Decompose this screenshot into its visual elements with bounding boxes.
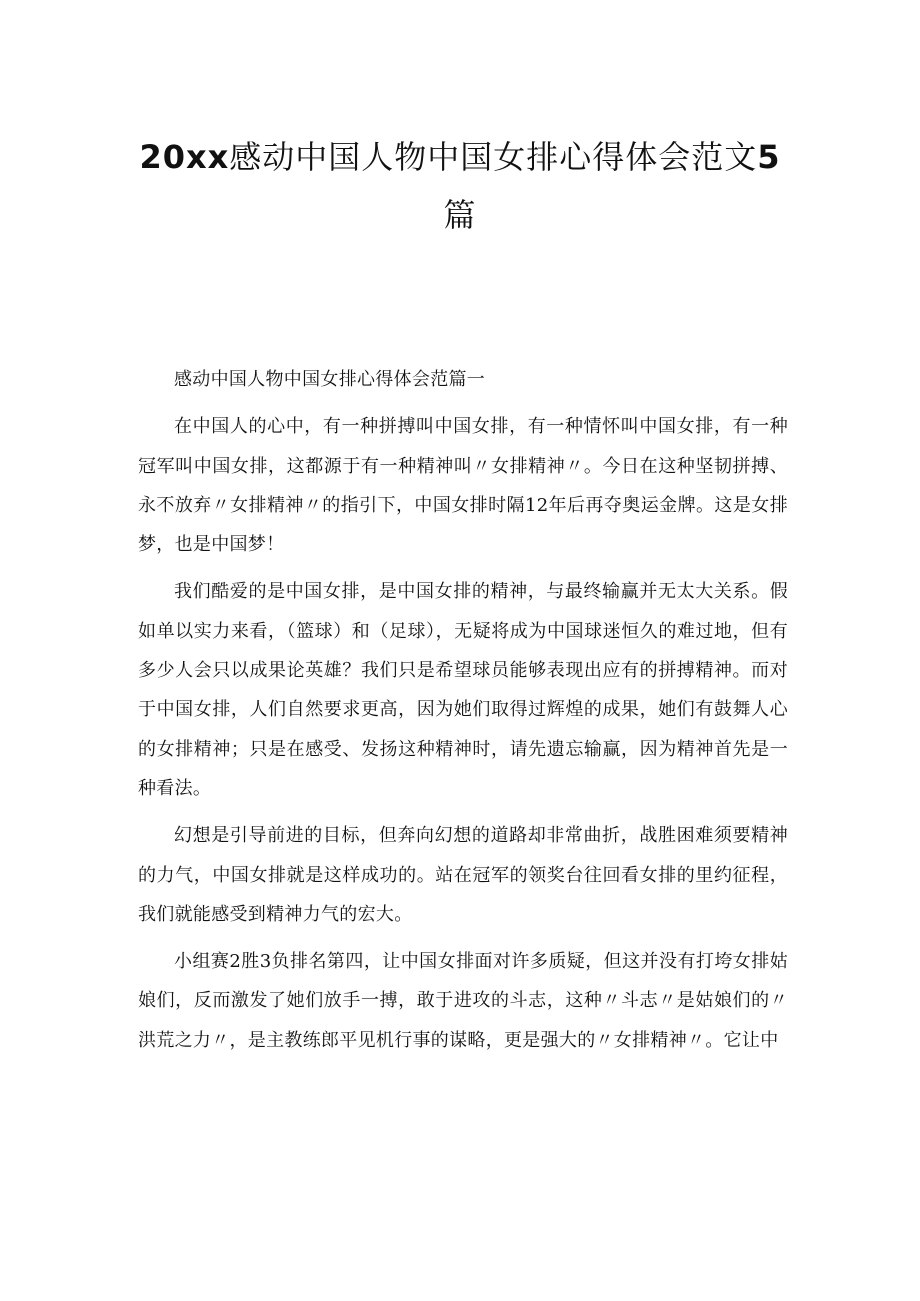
document-body — [138, 360, 788, 1068]
title-number: 5 — [757, 138, 781, 176]
title-year: 20xx — [139, 138, 230, 176]
document-title — [120, 128, 800, 244]
paragraph: 小组赛2胜3负排名第四，让中国女排面对许多质疑，但这并没有打垮女排姑娘们，反而激发了她们放手一搏，敢于进攻的斗志，这种〃斗志〃是姑娘们的〃洪荒之力〃，是主教练郎平见机行事的谋略，更是强大的〃女排精神〃。它让中 — [138, 951, 788, 1051]
title-second-line: 篇 — [443, 196, 477, 234]
paragraph: 在中国人的心中，有一种拼搏叫中国女排，有一种情怀叫中国女排，有一种冠军叫中国女排，这都源于有一种精神叫〃女排精神〃。今日在这种坚韧拼搏、永不放弃〃女排精神〃的指引下，中国女排时隔12年后再夺奥运金牌。这是女排梦，也是中国梦！ — [138, 416, 788, 556]
section-heading: 感动中国人物中国女排心得体会范篇一 — [174, 369, 486, 390]
paragraph: 我们酷爱的是中国女排，是中国女排的精神，与最终输赢并无太大关系。假如单以实力来看，（篮球）和（足球），无疑将成为中国球迷恒久的难过地，但有多少人会只以成果论英雄？我们只是希望球员能够表现出应有的拼搏精神。而对于中国女排，人们自然要求更高，因为她们取得过辉煌的成果，她们有鼓舞人心的女排精神；只是在感受、发扬这种精神时，请先遗忘输赢，因为精神首先是一种看法。 — [138, 581, 788, 799]
title-main: 感动中国人物中国女排心得体会范文 — [229, 138, 758, 176]
paragraph: 幻想是引导前进的目标，但奔向幻想的道路却非常曲折，战胜困难须要精神的力气，中国女排就是这样成功的。站在冠军的领奖台往回看女排的里约征程，我们就能感受到精神力气的宏大。 — [138, 825, 788, 925]
